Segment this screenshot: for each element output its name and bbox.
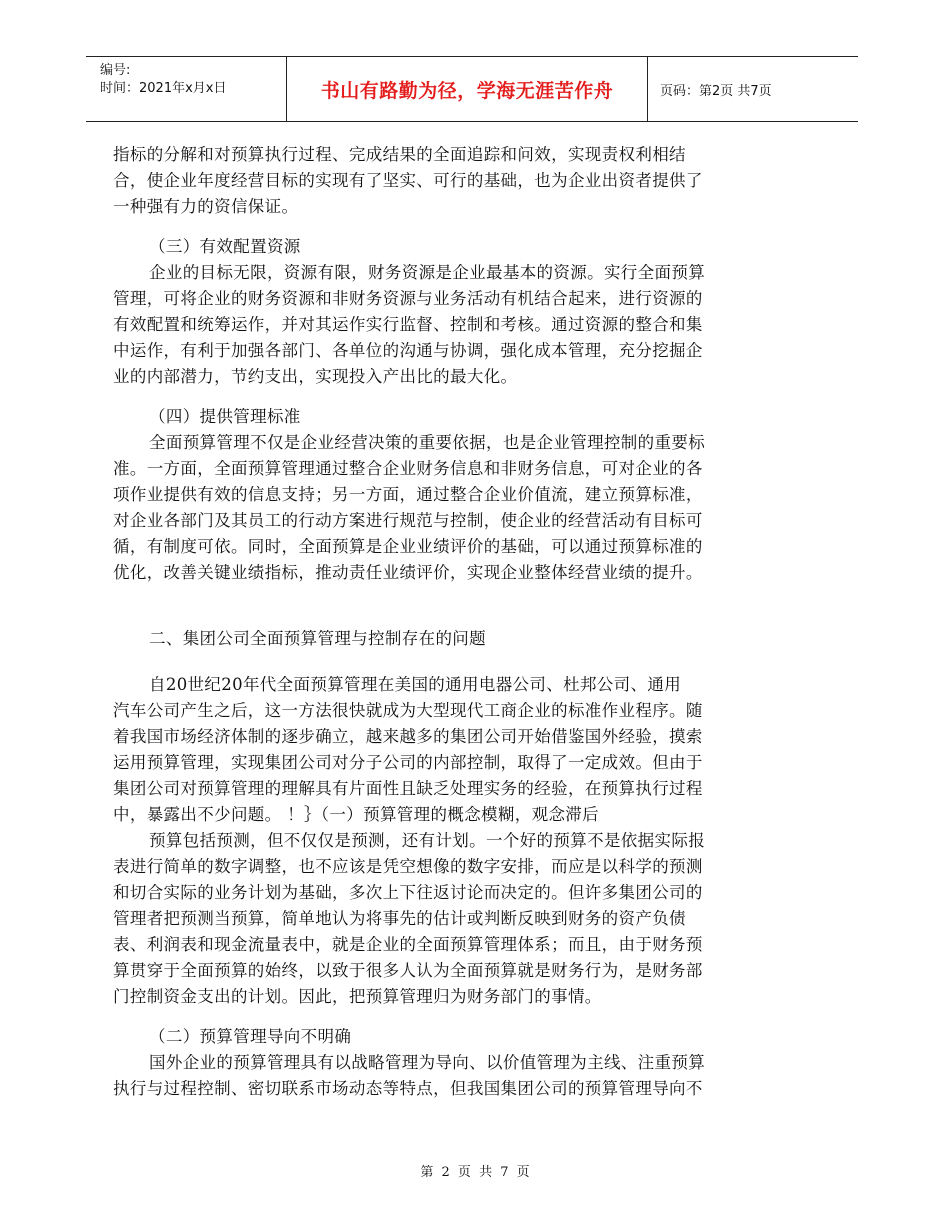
- section-heading: 二、集团公司全面预算管理与控制存在的问题: [149, 629, 486, 648]
- subsection-heading: （二）预算管理导向不明确: [149, 1027, 352, 1046]
- footer-di: 第: [420, 1165, 434, 1180]
- text-line: 算贯穿于全面预算的始终，以致于很多人认为全面预算就是财务行为，是财务部: [113, 961, 703, 980]
- text-line: 集团公司对预算管理的理解具有片面性且缺乏处理实务的经验，在预算执行过程: [113, 779, 703, 798]
- text-line: 汽车公司产生之后，这一方法很快就成为大型现代工商企业的标准作业程序。随: [113, 701, 703, 720]
- footer-page-number: 2: [441, 1165, 450, 1180]
- text-line: 运用预算管理，实现集团公司对分子公司的内部控制，取得了一定成效。但由于: [113, 753, 703, 772]
- text-line: 自20世纪20年代全面预算管理在美国的通用电器公司、杜邦公司、通用: [149, 675, 682, 694]
- footer-total-pages: 7: [500, 1165, 509, 1180]
- page-counter: 页码：第2页 共7页: [660, 83, 772, 99]
- text-line: 全面预算管理不仅是企业经营决策的重要依据，也是企业管理控制的重要标: [149, 433, 706, 452]
- document-body: [113, 142, 835, 1102]
- page-footer: [0, 1161, 950, 1180]
- text-line: 中运作，有利于加强各部门、各单位的沟通与协调，强化成本管理，充分挖掘企: [113, 341, 703, 360]
- text-line: 管理，可将企业的财务资源和非财务资源与业务活动有机结合起来，进行资源的: [113, 289, 703, 308]
- text-line: 项作业提供有效的信息支持；另一方面，通过整合企业价值流，建立预算标准，: [113, 485, 703, 504]
- text-line: 优化，改善关键业绩指标，推动责任业绩评价，实现企业整体经营业绩的提升。: [113, 563, 703, 582]
- text-line: 合，使企业年度经营目标的实现有了坚实、可行的基础，也为企业出资者提供了: [113, 171, 703, 190]
- footer-ye: 页: [516, 1165, 530, 1180]
- text-line: 准。一方面，全面预算管理通过整合企业财务信息和非财务信息，可对企业的各: [113, 459, 703, 478]
- time-label: 时间：2021年x月x日: [100, 81, 227, 96]
- footer-gong: 共: [479, 1165, 493, 1180]
- motto-cell: [286, 57, 648, 121]
- text-line: 有效配置和统筹运作，并对其运作实行监督、控制和考核。通过资源的整合和集: [113, 315, 703, 334]
- text-line: 预算包括预测，但不仅仅是预测，还有计划。一个好的预算不是依据实际报: [149, 831, 706, 850]
- paragraph: [113, 142, 835, 220]
- subsection-heading: （三）有效配置资源: [149, 237, 301, 256]
- paragraph: [113, 260, 835, 390]
- text-line: 指标的分解和对预算执行过程、完成结果的全面追踪和问效，实现责权利相结: [113, 145, 686, 164]
- text-line: 管理者把预测当预算，简单地认为将事先的估计或判断反映到财务的资产负债: [113, 909, 686, 928]
- page-header: [86, 56, 858, 122]
- text-line: 中，暴露出不少问题。 ！｝（一）预算管理的概念模糊，观念滞后: [113, 805, 599, 824]
- subsection-heading: （四）提供管理标准: [149, 407, 301, 426]
- text-line: 循，有制度可依。同时，全面预算是企业业绩评价的基础，可以通过预算标准的: [113, 537, 703, 556]
- text-line: 和切合实际的业务计划为基础，多次上下往返讨论而决定的。但许多集团公司的: [113, 883, 703, 902]
- text-line: 对企业各部门及其员工的行动方案进行规范与控制，使企业的经营活动有目标可: [113, 511, 703, 530]
- motto-text: 书山有路勤为径，学海无涯苦作舟: [320, 79, 614, 102]
- number-label: 编号:: [100, 63, 131, 78]
- paragraph: [113, 672, 835, 828]
- paragraph: [113, 430, 835, 586]
- text-line: 业的内部潜力，节约支出，实现投入产出比的最大化。: [113, 367, 518, 386]
- text-line: 着我国市场经济体制的逐步确立，越来越多的集团公司开始借鉴国外经验，摸索: [113, 727, 703, 746]
- text-line: 企业的目标无限，资源有限，财务资源是企业最基本的资源。实行全面预算: [149, 263, 706, 282]
- footer-ye: 页: [457, 1165, 471, 1180]
- header-meta: [86, 57, 286, 121]
- text-line: 表进行简单的数字调整，也不应该是凭空想像的数字安排，而应是以科学的预测: [113, 857, 703, 876]
- text-line: 国外企业的预算管理具有以战略管理为导向、以价值管理为主线、注重预算: [149, 1053, 706, 1072]
- text-line: 门控制资金支出的计划。因此，把预算管理归为财务部门的事情。: [113, 987, 602, 1006]
- text-line: 一种强有力的资信保证。: [113, 197, 299, 216]
- paragraph: [113, 1050, 835, 1102]
- text-line: 执行与过程控制、密切联系市场动态等特点，但我国集团公司的预算管理导向不: [113, 1079, 703, 1098]
- paragraph: [113, 828, 835, 1010]
- text-line: 表、利润表和现金流量表中，就是企业的全面预算管理体系；而且，由于财务预: [113, 935, 703, 954]
